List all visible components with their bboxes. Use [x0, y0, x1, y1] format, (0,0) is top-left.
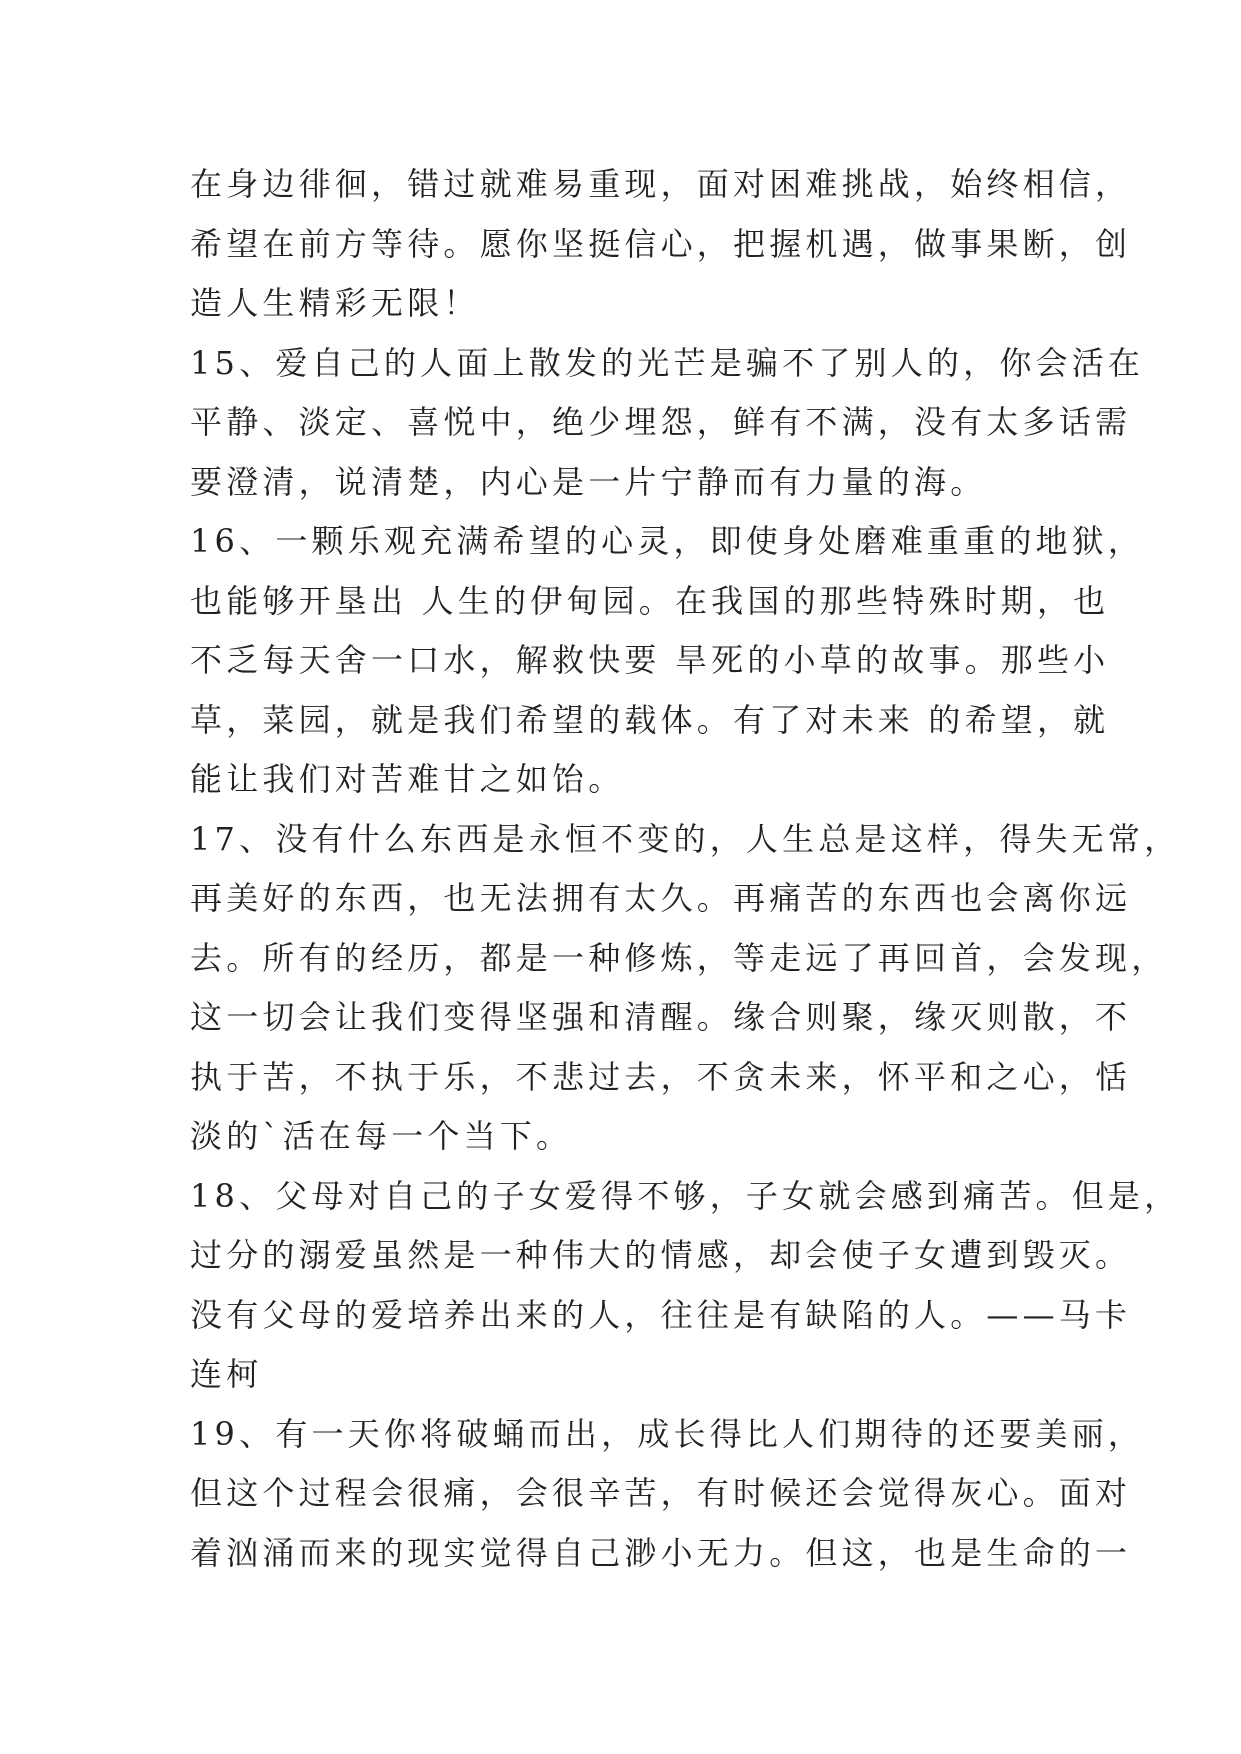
text-line: 能让我们对苦难甘之如饴。 — [190, 760, 625, 798]
text-line: 17、没有什么东西是永恒不变的，人生总是这样，得失无常， — [190, 819, 1181, 858]
text-line: 但这个过程会很痛，会很辛苦，有时候还会觉得灰心。面对 — [190, 1474, 1132, 1512]
text-line: 草，菜园，就是我们希望的载体。有了对未来 的希望，就 — [190, 700, 1110, 739]
text-line: 连柯 — [190, 1355, 263, 1393]
text-line: 在身边徘徊，错过就难易重现，面对困难挑战，始终相信， — [190, 165, 1132, 203]
text-line: 这一切会让我们变得坚强和清醒。缘合则聚，缘灭则散，不 — [190, 998, 1132, 1036]
text-line: 16、一颗乐观充满希望的心灵，即使身处磨难重重的地狱， — [190, 522, 1145, 560]
text-line: 造人生精彩无限！ — [190, 284, 480, 322]
text-line: 过分的溺爱虽然是一种伟大的情感，却会使子女遭到毁灭。 — [190, 1236, 1132, 1274]
text-line: 平静、淡定、喜悦中，绝少埋怨，鲜有不满，没有太多话需 — [190, 403, 1132, 441]
text-line: 15、爱自己的人面上散发的光芒是骗不了别人的，你会活在 — [190, 343, 1145, 382]
text-line: 19、有一天你将破蛹而出，成长得比人们期待的还要美丽， — [190, 1414, 1145, 1453]
text-line: 再美好的东西，也无法拥有太久。再痛苦的东西也会离你远 — [190, 879, 1132, 917]
text-line: 着汹涌而来的现实觉得自己渺小无力。但这，也是生命的一 — [190, 1533, 1132, 1572]
text-line: 执于苦，不执于乐，不悲过去，不贪未来，怀平和之心，恬 — [190, 1057, 1132, 1096]
text-line: 希望在前方等待。愿你坚挺信心，把握机遇，做事果断，创 — [190, 224, 1132, 263]
text-line: 18、父母对自己的子女爱得不够，子女就会感到痛苦。但是， — [190, 1176, 1181, 1215]
text-line: 淡的`活在每一个当下。 — [190, 1117, 573, 1155]
text-line: 去。所有的经历，都是一种修炼，等走远了再回首，会发现， — [190, 938, 1168, 977]
body-text — [190, 155, 1181, 1583]
text-line: 没有父母的爱培养出来的人，往往是有缺陷的人。——马卡 — [190, 1295, 1132, 1334]
text-line: 要澄清，说清楚，内心是一片宁静而有力量的海。 — [190, 462, 987, 501]
text-line: 也能够开垦出 人生的伊甸园。在我国的那些特殊时期，也 — [190, 581, 1110, 620]
text-line: 不乏每天舍一口水，解救快要 旱死的小草的故事。那些小 — [190, 641, 1110, 679]
